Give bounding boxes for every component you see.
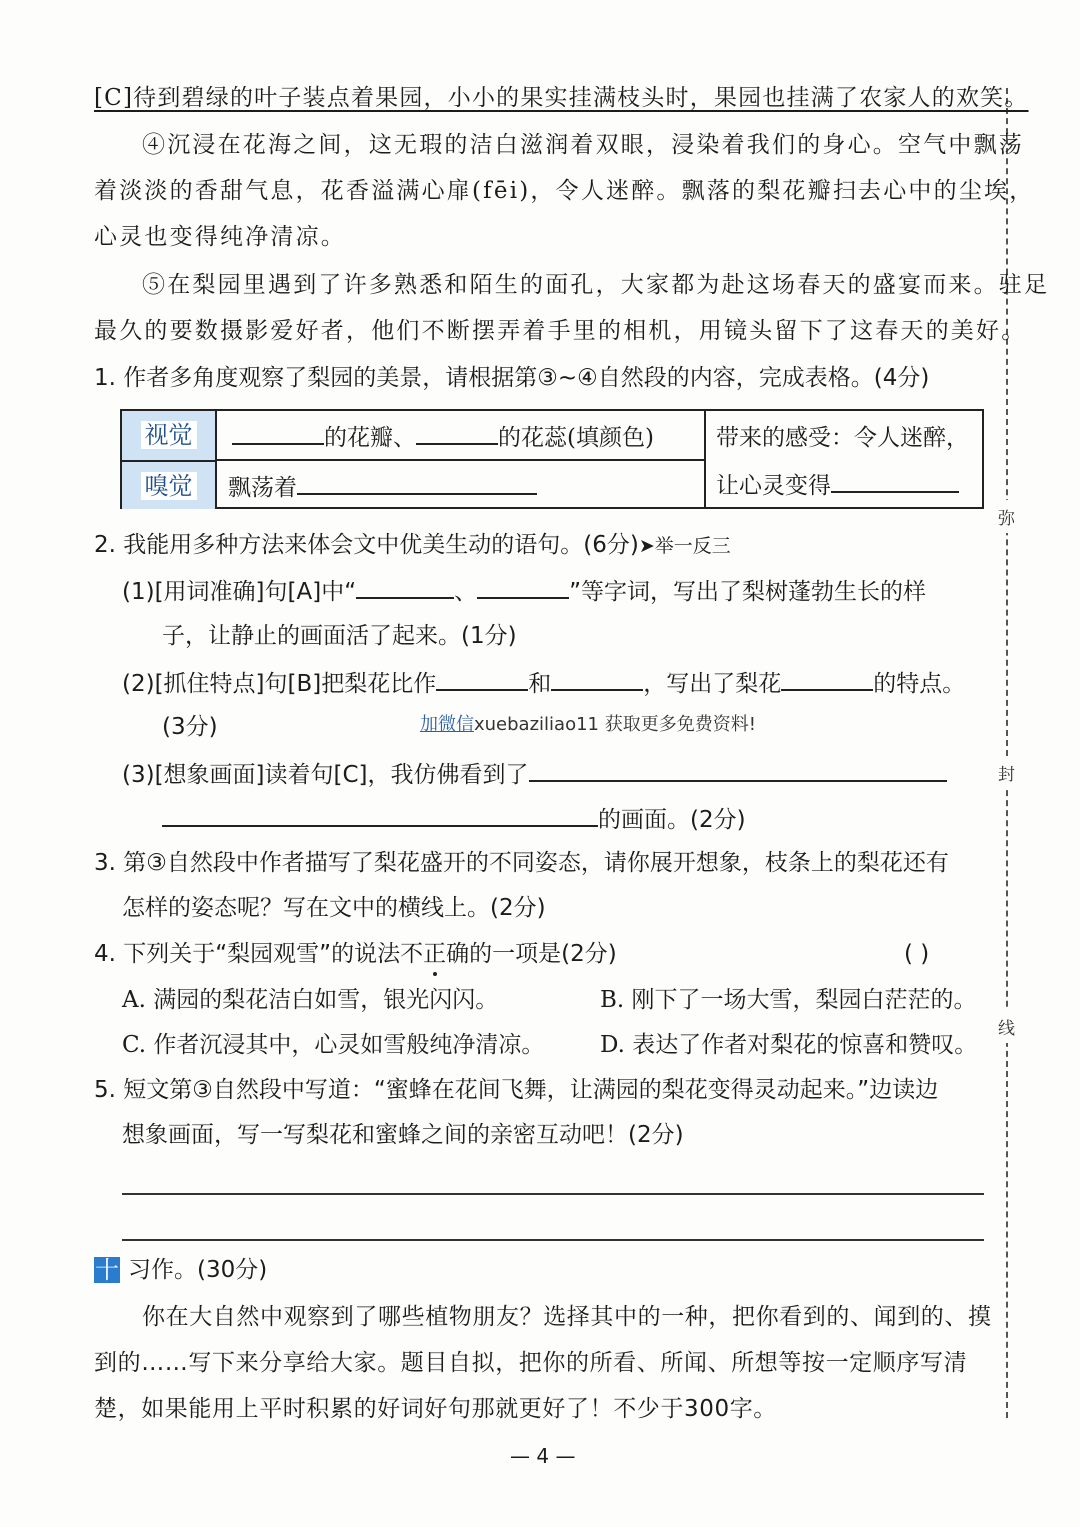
question-3-line2: 怎样的姿态呢？写在文中的横线上。(2分) <box>122 895 546 921</box>
option-c[interactable]: C. 作者沉浸其中，心灵如雪般纯净清凉。 <box>122 1032 545 1058</box>
section-10-title: 习作。(30分) <box>128 1257 268 1283</box>
question-3-line1: 3. 第③自然段中作者描写了梨花盛开的不同姿态，请你展开想象，枝条上的梨花还有 <box>94 850 949 876</box>
blank-smell[interactable] <box>297 471 537 495</box>
question-5-line1: 5. 短文第③自然段中写道：“蜜蜂在花间飞舞，让满园的梨花变得灵动起来。”边读边 <box>94 1077 939 1103</box>
blank-q2-2a[interactable] <box>436 667 528 691</box>
blank-feeling[interactable] <box>831 469 959 493</box>
visual-row: 的花瓣、 的花蕊(填颜色) <box>232 421 654 453</box>
answer-line-1[interactable] <box>122 1193 984 1195</box>
blank-q2-2c[interactable] <box>781 667 873 691</box>
question-5-line2: 想象画面，写一写梨花和蜜蜂之间的亲密互动吧！(2分) <box>122 1122 684 1148</box>
question-1: 1. 作者多角度观察了梨园的美景，请根据第③~④自然段的内容，完成表格。(4分) <box>94 365 930 391</box>
answer-line-2[interactable] <box>122 1239 984 1241</box>
option-a[interactable]: A. 满园的梨花洁白如雪，银光闪闪。 <box>122 987 499 1013</box>
passage-sentence-c: [C]待到碧绿的叶子装点着果园，小小的果实挂满枝头时，果园也挂满了农家人的欢笑。 <box>94 85 1029 111</box>
senses-table <box>120 409 984 509</box>
blank-q2-3b[interactable] <box>162 803 598 827</box>
section-badge: 十 <box>95 1256 119 1284</box>
feeling-line2: 让心灵变得 <box>716 469 959 501</box>
binding-char-mi: 弥 <box>998 500 1015 533</box>
q2-sub1-line2: 子，让静止的画面活了起来。(1分) <box>162 623 517 649</box>
passage-p4-line3: 心灵也变得纯净清凉。 <box>94 224 346 250</box>
blank-petal-color[interactable] <box>232 421 324 445</box>
q2-sub1-line1: (1)[用词准确]句[A]中“ 、 ”等字词，写出了梨树蓬勃生长的样 <box>122 575 926 607</box>
blank-q2-1b[interactable] <box>477 575 569 599</box>
composition-line3: 楚，如果能用上平时积累的好词好句那就更好了！不少于300字。 <box>94 1396 777 1422</box>
blank-q2-1a[interactable] <box>356 575 454 599</box>
option-d[interactable]: D. 表达了作者对梨花的惊喜和赞叹。 <box>600 1032 978 1058</box>
composition-line1: 你在大自然中观察到了哪些植物朋友？选择其中的一种，把你看到的、闻到的、摸 <box>142 1304 992 1330</box>
q2-sub2-line1: (2)[抓住特点]句[B]把梨花比作 和 ，写出了梨花 的特点。 <box>122 667 965 699</box>
question-4: 4. 下列关于“梨园观雪”的说法不正确的一项是(2分) <box>94 941 617 967</box>
blank-q2-3a[interactable] <box>529 758 947 782</box>
smell-row: 飘荡着 <box>228 471 537 503</box>
passage-p4-line2: 着淡淡的香甜气息，花香溢满心扉(fēi)，令人迷醉。飘落的梨花瓣扫去心中的尘埃， <box>94 178 1035 204</box>
answer-paren[interactable]: ( ) <box>904 941 930 967</box>
q2-sub2-score: (3分) <box>162 714 218 740</box>
passage-p5-line2: 最久的要数摄影爱好者，他们不断摆弄着手里的相机，用镜头留下了这春天的美好。 <box>94 318 1027 344</box>
blank-stamen-color[interactable] <box>416 421 498 445</box>
question-2: 2. 我能用多种方法来体会文中优美生动的语句。(6分)➤举一反三 <box>94 532 731 558</box>
passage-p5-line1: ⑤在梨园里遇到了许多熟悉和陌生的面孔，大家都为赴这场春天的盛宴而来。驻足 <box>142 272 1050 298</box>
q2-sub3-line2: 的画面。(2分) <box>162 803 746 835</box>
option-b[interactable]: B. 刚下了一场大雪，梨园白茫茫的。 <box>600 987 977 1013</box>
watermark-text: 加微信xuebaziliao11 获取更多免费资料! <box>420 714 756 735</box>
table-header-visual: 视觉 <box>122 411 217 460</box>
passage-p4-line1: ④沉浸在花海之间，这无瑕的洁白滋润着双眼，浸染着我们的身心。空气中飘荡 <box>142 132 1024 158</box>
q2-sub3-line1: (3)[想象画面]读着句[C]，我仿佛看到了 <box>122 758 947 790</box>
feeling-line1: 带来的感受：令人迷醉， <box>716 425 969 451</box>
binding-char-feng: 封 <box>998 756 1015 789</box>
table-header-smell: 嗅觉 <box>122 460 217 509</box>
page-number: — 4 — <box>510 1444 576 1468</box>
binding-char-xian: 线 <box>998 1010 1015 1043</box>
emphasis-not-correct: 不正确 <box>400 941 470 967</box>
composition-line2: 到的……写下来分享给大家。题目自拟，把你的所看、所闻、所想等按一定顺序写清 <box>94 1350 968 1376</box>
tag-practice: ➤举一反三 <box>638 535 731 557</box>
blank-q2-2b[interactable] <box>551 667 643 691</box>
